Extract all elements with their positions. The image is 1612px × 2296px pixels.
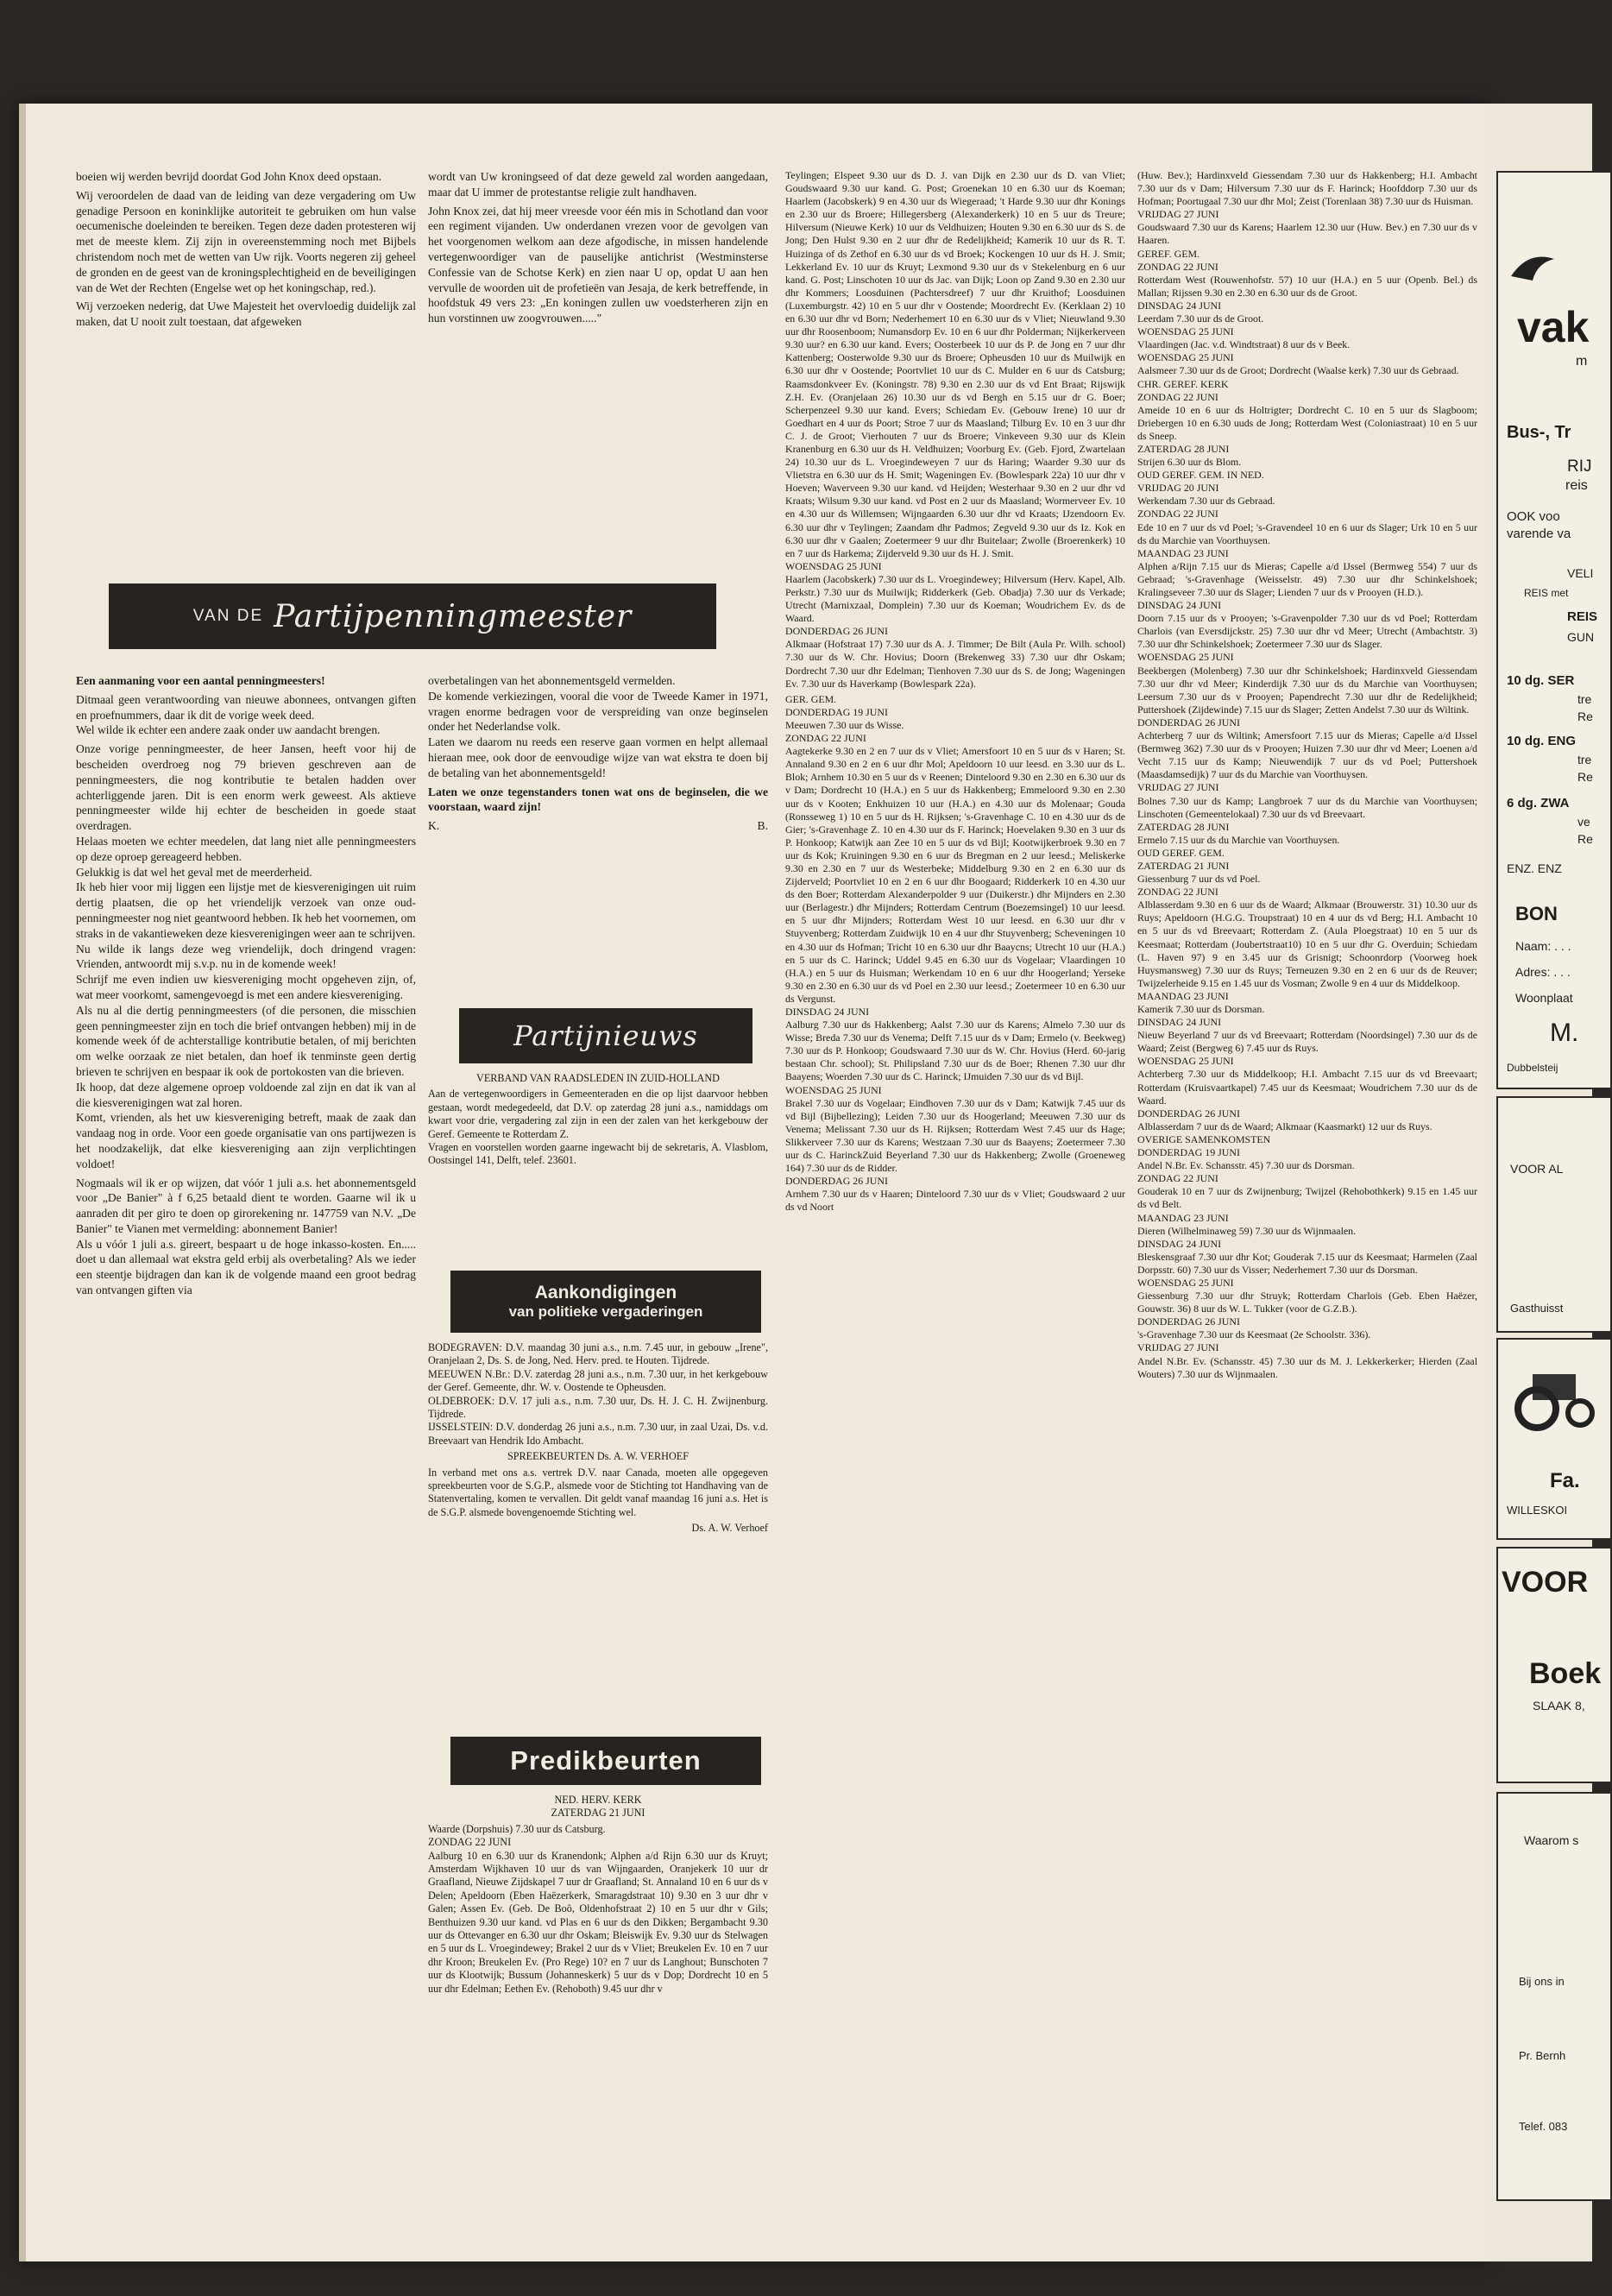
gasthuis-ad [1496,1096,1612,1333]
ad-text: REIS [1567,609,1598,624]
ad-text: Re [1577,832,1593,846]
travel-ad [1496,171,1612,1089]
paragraph: Nogmaals wil ik er op wijzen, dat vóór 1 juli a.s. het abonnementsgeld voor „De Banier" à f 6,25 betaald dient te worden. Gaarne wil ik u aanraden dit per giro te doen op girorekening nr. 147759 van N.V. „De Banier" te Vianen met vermelding: abonnement Banier! Als u vóór 1 juli a.s. gireert, bespaart u de hoge inkasso-kosten. En..... doet u dan allemaal wat ekstra geld erbij als overbetaling? Als we ieder een steentje bijdragen dan kan ik de volgende maand een groot bedrag van ontvangen giften via [76,1176,416,1297]
paragraph: Wij veroordelen de daad van de leiding van deze vergadering om Uw genadige Persoon en koninklijke autoriteit te gebruiken om hun valse oecumenische doeleinden te bereiken. Tegen deze daden protesteren wij met de meeste klem. Zij zijn in overeenstemming noch met Bijbels christendom noch met de wetten van Uw rijk. Voorts negeren zij geheel de gronden en de geest van de kroningsplechtigheid en de beveiligingen van de Wet der Rechten (Engelse wet op het koningschap, red.). [76,188,416,294]
paragraph: GER. GEM. DONDERDAG 19 JUNI Meeuwen 7.30 uur ds Wisse. ZONDAG 22 JUNI Aagtekerke 9.30 en 2 en 7 uur ds v Vliet; Amersfoort 10 en 5 uur ds v Haren; St. Annaland 9.30 en 2 en 6 uur dhr Mol; Apeldoorn 10 uur leesd. en 3.30 uur ds L. Blok; Arnhem 10.30 en 5 uur ds v Reenen; Dinteloord 9.30 en 2.30 en 6.30 uur ds v Dam; Dordrecht 10 (H.A.) en 5 uur ds Hakkenberg; Emmeloord 9.30 en 2.30 uur ds v Kooten; Enkhuizen 10 uur (H.A.) en 4.30 uur ds Molenaar; Gouda (Ronsseweg 1) 10 en 5 uur ds H. Rijksen; 's-Gravenhage C. 10 en 4.30 uur ds de Gier; 's-Gravenhage Z. 10 en 4.30 uur ds F. Harinck; Hoevelaken 9.30 en 3 uur ds P. Honkoop; Katwijk aan Zee 10 en 5 uur ds vd Bijl; Kootwijkerbroek 9.30 en 7 uur ds Kok; Kruiningen 9.30 en 6 uur ds Bregman en 2 uur leesd.; Meliskerke 9.30 en 2.30 en 7 uur ds Westerbeke; Middelburg 9.30 en 2 en 6.30 uur ds Zijderveld; Poortvliet 10 en 2 en 6 uur dhr Boogaard; Ridderkerk 10 en 4.30 uur ds den Boer; Rotterdam Alexanderpolder 9 uur (Duikerstr.) dhr Mijnders en 2.30 uur (Berlagestr.) dhr Mijnders; Rotterdam Centrum (Boezemsingel) 10 uur leesd. en 5 uur dhr Mijnders; Rotterdam West 10 uur leesd. en 6.30 uur dhr v Stuyvenberg; Rotterdam Zuidwijk 10 en 4 uur dhr Stuyvenberg; Scheveningen 10 en 4.30 uur ds Hofman; Tricht 10 en 6.30 uur dhr Baaycns; Utrecht 10 uur (H.A.) en 5 uur ds C. Harinck; Uddel 9.45 en 6.30 uur ds Vogelaar; Vlaardingen 10 (H.A.) en 5 uur ds Huisman; Werkendam 10 en 6 uur dhr Hoogerland; Yerseke 9.30 en 2.30 en 6.30 uur ds vd Poel en 2.30 uur leesd.; Zoetermeer 10 en 6.30 uur ds Vergunst. DINSDAG 24 JUNI Aalburg 7.30 uur ds Hakkenberg; Aalst 7.30 uur ds Karens; Almelo 7.30 uur ds Wisse; Breda 7.30 uur ds Venema; Delft 7.15 uur ds v Dam; Ermelo (v. Beekweg) 7.30 uur ds P. Honkoop; Goudswaard 7.30 uur ds W. Chr. Hovius (Herd. 60-jarig bestaan Chr. school); St. Philipsland 7.30 uur ds de Boer; Rhenen 7.30 uur dhr Baayens; Woerden 7.30 uur ds C. Harinck; IJmuiden 7.30 uur ds vd Bijl. WOENSDAG 25 JUNI Brakel 7.30 uur ds Vogelaar; Eindhoven 7.30 uur ds v Dam; Katwijk 7.45 uur ds vd Bijl (Bijbellezing); Leiden 7.30 uur ds Hoogerland; Meeuwen 7.30 uur ds Venema; Melissant 7.30 uur ds H. Rijksen; Rotterdam West 7.45 uur ds Hage; Slikkerveer 7.30 uur ds Karens; Westzaan 7.30 uur ds Baayens; Zoetermeer 7.30 uur ds C. HarinckZuid Beyerland 7.30 uur ds Hakkenberg; Zwolle (Groeneweg 164) 7.30 uur ds de Ridder. DONDERDAG 26 JUNI Arnhem 7.30 uur ds v Haaren; Dinteloord 7.30 uur ds v Vliet; Goudswaard 2 uur ds vd Noort [785,692,1125,1214]
section-heading: SPREEKBEURTEN Ds. A. W. VERHOEF [507,1450,689,1463]
ad-text: varende va [1507,527,1571,541]
paragraph: Wij verzoeken nederig, dat Uwe Majesteit het overvloedig duidelijk zal maken, dat U nooit zult toestaan, dat afgeweken [76,300,416,329]
aankondigingen-subtitle: van politieke vergaderingen [508,1303,703,1320]
signature-left: K. [428,819,440,833]
banner-title: Partijpenningmeester [274,598,633,634]
section-heading: VERBAND VAN RAADSLEDEN IN ZUID-HOLLAND [476,1072,720,1084]
ad-text: 10 dg. ENG [1507,734,1577,748]
ad-text: m [1576,354,1588,369]
ad-text: Boek [1529,1657,1602,1690]
tractor-icon [1507,1357,1602,1435]
ad-text: Bus-, Tr [1507,423,1571,442]
ad-text: Bij ons in [1519,1975,1565,1988]
ad-text: reis [1565,478,1588,493]
ad-text: REIS met [1524,587,1569,599]
tractor-ad [1496,1338,1612,1540]
aankondigingen-title: Aankondigingen [534,1283,677,1303]
paragraph: John Knox zei, dat hij meer vreesde voor één mis in Schotland dan voor een regiment vijanden. Uw onderdanen vrezen voor de gevolgen van het voorgenomen welkom aan deze afgodische, in missen handelende vertegenwoordiger van de pauselijke antichrist (Westminsterse Confessie van de Schotse Kerk) en zien naar U op, opdat U aan hen vervulle de woorden uit de profetieën van Jesaja, de kerk betreffende, in hoofdstuk 49 vers 23: „En koningen zullen uw voedsterheren zijn en hun vorstinnen uw zoogvrouwen....." [428,204,768,325]
signature-right: B. [757,819,768,833]
ad-text: Telef. 083 [1519,2120,1568,2133]
ad-text: Pr. Bernh [1519,2049,1566,2062]
paragraph: BODEGRAVEN: D.V. maandag 30 juni a.s., n.m. 7.45 uur, in gebouw „Irene", Oranjelaan 2, Ds. S. de Jong, Ned. Herv. pred. te Houten. Tijdrede. MEEUWEN N.Br.: D.V. zaterdag 28 juni a.s., n.m. 7.30 uur, in het kerkgebouw der Geref. Gemeente, dhr. W. v. Oostende te Opheusden. OLDEBROEK: D.V. 17 juli a.s., n.m. 7.30 uur, Ds. H. J. C. H. Zwijnenburg. Tijdrede. IJSSELSTEIN: D.V. donderdag 26 juni a.s., n.m. 7.30 uur, in zaal Uzai, Ds. v.d. Breevaart van Hendrik Ido Ambacht. [428,1341,768,1447]
ad-text: M. [1550,1019,1579,1047]
paragraph: Ditmaal geen verantwoording van nieuwe abonnees, ontvangen giften en proefnummers, daar ik dit de vorige week deed. Wel wilde ik echter een andere zaak onder uw aandacht brengen. [76,692,416,737]
ad-text: tre [1577,753,1592,766]
boek-ad [1496,1547,1612,1783]
partijnieuws-body [428,1072,768,1170]
predikbeurten-header [450,1737,761,1785]
ad-text: Re [1577,710,1593,723]
ad-text: tre [1577,692,1592,706]
aankondigingen-header [450,1271,761,1333]
ad-text: Adres: . . . [1515,965,1571,979]
paragraph: wordt van Uw kroningseed of dat deze geweld zal worden aangedaan, maar dat U immer de protestantse religie zult handhaven. [428,170,768,199]
ad-text: Waarom s [1524,1833,1579,1847]
paragraph: Onze vorige penningmeester, de heer Jansen, heeft voor hij de bescheiden overdroeg nog 79 brieven geschreven aan de penningmeesters, die nog kontributie te betalen hadden over achterliggende jaren. Dit is een enorm werk geweest. Als aktieve penningmeester wilde hij echter de bescheiden in goede staat overdragen. Helaas moeten we echter meedelen, dat lang niet alle penningmeesters op deze oproep gereageerd hebben. Gelukkig is dat wel het geval met de meerderheid. Ik heb hier voor mij liggen een lijstje met de kiesverenigingen uit ruim dertig plaatsen, die op het vriendelijk verzoek van onze oud-penningmeester nog niet geantwoord hebben. Ik heb het voornemen, om straks in de vakantieweken deze kiesverenigingen weer aan te schrijven. Nu wilde ik langs deze weg vriendelijk, doch dringend vragen: Vrienden, antwoordt mij s.v.p. nu in de komende week! Schrijf me even indien uw kiesvereniging mocht opgeheven zijn, of, wat meer voorkomt, samengevoegd is met een andere kiesvereniging. Als nu al die dertig penningmeesters (of die personen, die misschien geen penningmeester zijn en toch die brief ontvangen hebben) mij in de komende week óf de achterstallige kontributie betalen, of mij berichten om welke oorzaak ze niet betalen, dan hoef ik tenminste geen dertig brieven te schrijven en bespaar ik ook de portokosten van die brieven. Ik hoop, dat deze algemene oproep voldoende zal zijn en dat ik van al die kiesverenigingen wat zal horen. Komt, vrienden, als het uw kiesvereniging betreft, maak de zaak dan vandaag nog in orde. Voor een goede organisatie van ons partijwezen is het noodzakelijk, dat elke kiesvereniging aan zijn verplichtingen voldoet! [76,742,416,1170]
advertisement-strip [1486,104,1602,2261]
paragraph: (Huw. Bev.); Hardinxveld Giessendam 7.30 uur ds Hakkenberg; H.I. Ambacht 7.30 uur ds v Dam; Hilversum 7.30 uur ds F. Harinck; Hoofddorp 7.30 uur ds Hofman; Poortugaal 7.30 uur dhr Mol; Zeist (Torenlaan 38) 7.30 uur ds Huisman. VRIJDAG 27 JUNI Goudswaard 7.30 uur ds Karens; Haarlem 12.30 uur (Huw. Bev.) en 7.30 uur ds v Haaren. GEREF. GEM. ZONDAG 22 JUNI Rotterdam West (Rouwenhofstr. 57) 10 uur (H.A.) en 5 uur (Openb. Bel.) ds Mallan; Rijssen 9.30 en 2.30 en 6.30 uur ds de Groot. DINSDAG 24 JUNI Leerdam 7.30 uur ds de Groot. WOENSDAG 25 JUNI Vlaardingen (Jac. v.d. Windtstraat) 8 uur ds v Beek. WOENSDAG 25 JUNI Aalsmeer 7.30 uur ds de Groot; Dordrecht (Waalse kerk) 7.30 uur ds Gebraad. CHR. GEREF. KERK ZONDAG 22 JUNI Ameide 10 en 6 uur ds Holtrigter; Dordrecht C. 10 en 5 uur ds Slagboom; Driebergen 10 en 6.30 uuds de Jong; Rotterdam West (Coloniastraat) 10 en 5 uur ds Sneep. ZATERDAG 28 JUNI Strijen 6.30 uur ds Blom. OUD GEREF. GEM. IN NED. VRIJDAG 20 JUNI Werkendam 7.30 uur ds Gebraad. ZONDAG 22 JUNI Ede 10 en 7 uur ds vd Poel; 's-Gravendeel 10 en 6 uur ds Slager; Urk 10 en 5 uur ds du Marchie van Voorthuysen. MAANDAG 23 JUNI Alphen a/Rijn 7.15 uur ds Mieras; Capelle a/d IJssel (Bermweg 554) 7 uur ds Gebraad; 's-Gravenhage (Weisselstr. 49) 7.30 uur dhr Schinkelshoek; Kralingseveer 7.30 uur ds Slager; Lienden 7 uur ds v Prooyen (H.D.). DINSDAG 24 JUNI Doorn 7.15 uur ds v Prooyen; 's-Gravenpolder 7.30 uur ds vd Poel; Rotterdam Charlois (van Eversdijckstr. 25) 7.30 uur dhr vd Meer; Utrecht (Ambachtstr. 3) 7.30 uur dhr Schinkelshoek; Zoetermeer 7.30 uur ds Slager. WOENSDAG 25 JUNI Beekbergen (Molenberg) 7.30 uur dhr Schinkelshoek; Hardinxveld Giessendam 7.30 uur dhr vd Meer; Kinderdijk 7.30 uur ds du Marchie van Voorthuysen; Leersum 7.30 uur ds v Prooyen; Papendrecht 7.30 uur dhr de Redelijkheid; Puttershoek (Zijdewinde) 7.15 uur ds Slager; Zetten Andelst 7.30 uur ds Wiltink. DONDERDAG 26 JUNI Achterberg 7 uur ds Wiltink; Amersfoort 7.15 uur ds Mieras; Capelle a/d IJssel (Bermweg 362) 7.30 uur ds v Prooyen; Huizen 7.30 uur dhr vd Meer; Loenen a/d Vecht 7.15 uur ds Kamp; Nieuwendijk 7 uur ds vd Poel; Puttershoek (Maasdamsedijk) 7 uur ds du Marchie van Voorthuysen. VRIJDAG 27 JUNI Bolnes 7.30 uur ds Kamp; Langbroek 7 uur ds du Marchie van Voorthuysen; Linschoten (Gemeentelokaal) 7.30 uur ds vd Breevaart. ZATERDAG 28 JUNI Ermelo 7.15 uur ds du Marchie van Voorthuysen. OUD GEREF. GEM. ZATERDAG 21 JUNI Giessenburg 7 uur ds vd Poel. ZONDAG 22 JUNI Alblasserdam 9.30 en 6 uur ds de Waard; Alkmaar (Brouwerstr. 31) 10.30 uur ds Ruys; Apeldoorn (H.G.G. Troupstraat) 10 en 4 uur ds vd Berg; H.I. Ambacht 10 en 5 uur ds vd Breevaart; Rotterdam Z. (Aula Ploegstraat) 10 en 5 uur ds Keesmaat; Rotterdam (Joubertstraat10) 10 en 5 uur dhr G. Overduin; Schiedam (L. Haven 97) 9 en 3.45 uur ds Grisnigt; Schoonrdorp (Voorweg hoek Huysmansweg) 7.30 uur ds Ruys; Terneuzen 9.30 en 2 en 6 uur ds de Reuver; Twijzelerheide 9.15 en 1.45 uur ds Vosman; Zwolle 9 en 4 uur ds Middelkoop. MAANDAG 23 JUNI Kamerik 7.30 uur ds Dorsman. DINSDAG 24 JUNI Nieuw Beyerland 7 uur ds vd Breevaart; Rotterdam (Noordsingel) 7.30 uur ds de Waard; Zeist (Bergweg 6) 7.45 uur ds Ruys. WOENSDAG 25 JUNI Achterberg 7.30 uur ds Middelkoop; H.I. Ambacht 7.15 uur ds vd Breevaart; Rotterdam (Kruisvaartkapel) 7.45 uur ds Keesmaat; Woudrichem 7.30 uur ds de Waard. DONDERDAG 26 JUNI Alblasserdam 7 uur ds de Waard; Alkmaar (Kaasmarkt) 12 uur ds Ruys. OVERIGE SAMENKOMSTEN DONDERDAG 19 JUNI Andel N.Br. Ev. Schansstr. 45) 7.30 uur ds Dorsman. ZONDAG 22 JUNI Gouderak 10 en 7 uur ds Zwijnenburg; Twijzel (Rehobothkerk) 9.15 en 1.45 uur ds vd Belt. MAANDAG 23 JUNI Dieren (Wilhelminaweg 59) 7.30 uur ds Wijnmaalen. DINSDAG 24 JUNI Bleskensgraaf 7.30 uur dhr Kot; Gouderak 7.15 uur ds Keesmaat; Harmelen (Zaal Dorpsstr. 60) 7.30 uur ds Visser; Nederhemert 7.30 uur ds Dorsman. WOENSDAG 25 JUNI Giessenburg 7.30 uur dhr Struyk; Rotterdam Charlois (Geb. Eben Haëzer, Gouwstr. 36) 8 uur ds W. L. Tukker (voor de G.Z.B.). DONDERDAG 26 JUNI 's-Gravenhage 7.30 uur ds Keesmaat (2e Schoolstr. 336). VRIJDAG 27 JUNI Andel N.Br. Ev. (Schansstr. 45) 7.30 uur ds M. J. Lekkerkerker; Hierden (Zaal Wouters) 7.30 uur ds Wijnmaalen. [1137,169,1477,1380]
ad-text: VOOR [1502,1566,1589,1599]
ad-text: GUN [1567,630,1595,644]
signature: Ds. A. W. Verhoef [691,1522,768,1535]
closing-text: Laten we onze tegenstanders tonen wat ons de beginselen, die we voorstaan, waard zijn! [428,785,768,814]
ad-text: SLAAK 8, [1533,1699,1585,1713]
ad-text: Woonplaat [1515,991,1573,1005]
predikbeurten-body [428,1794,768,1998]
penningmeester-banner [109,583,716,649]
ad-text: WILLESKOI [1507,1504,1568,1517]
paragraph: Aan de vertegenwoordigers in Gemeenteraden en die op lijst daarvoor hebben gestaan, wordt medegedeeld, dat D.V. op zaterdag 28 juni a.s., namiddags om kwart voor drie, vergadering zal zijn in een der zalen van het kerkgebouw der Geref. Gemeente te Rotterdam Z. Vragen en voorstellen worden gaarne ingewacht bij de sekretaris, A. Vlasblom, Oostsingel 141, Delft, telef. 23601. [428,1088,768,1167]
paragraph: In verband met ons a.s. vertrek D.V. naar Canada, moeten alle opgegeven spreekbeurten voor de S.G.P., alsmede voor de Stichting tot Handhaving van de Statenvertaling, komen te vervallen. Dit geldt vanaf maandag 16 juni a.s. Het is de S.G.P. alsmede bovengenoemde Stichting wel. [428,1466,768,1518]
ad-text: VELI [1567,566,1594,580]
ad-text: VOOR AL [1510,1162,1564,1176]
ad-text: RIJ [1567,457,1592,476]
penning-col2 [428,673,768,834]
section-heading: NED. HERV. KERK ZATERDAG 21 JUNI [551,1794,645,1820]
ad-text: 10 dg. SER [1507,673,1575,688]
paragraph: Waarde (Dorpshuis) 7.30 uur ds Catsburg. ZONDAG 22 JUNI Aalburg 10 en 6.30 uur ds Kranendonk; Alphen a/d Rijn 6.30 uur ds Kruyt; Amsterdam Wijkhaven 10 uur ds van Wijngaarden, Oranjekerk 10 uur dr Graafland, Nieuwe Zijdskapel 7 uur dr Graafland; St. Annaland 10 en 6 uur ds v Delen; Apeldoorn (Eben Haëzerkerk, Smaragdstraat 10) 9.30 en 3 uur dhr v Galen; Assen Ev. (Geb. De Boô, Oldenhofstraat 2) 10 en 5 uur dhr v Gils; Benthuizen 9.30 uur kand. vd Plas en 6 uur ds den Dikken; Bergambacht 9.30 uur ds Ottevanger en 6.30 uur dhr Oskam; Bleiswijk Ev. 9.30 uur ds Stelwagen en 5 uur ds L. Vroegindewey; Brakel 2 uur ds v Vliet; Breukelen Ev. 10 en 7 uur dhr Kroon; Breukelen Ev. (Pro Rege) 10? en 7 uur ds Langhout; Bunschoten 7 uur ds Klootwijk; Bussum (Johanneskerk) 5 uur ds v Dop; Dordrecht 10 en 5 uur dhr Edelman; Eethen Ev. (Rehoboth) 9.45 uur dhr v [428,1822,768,1995]
ad-text: 6 dg. ZWA [1507,796,1570,811]
newspaper-page [19,104,1486,2261]
aankondigingen-body [428,1341,768,1538]
ad-text: Naam: . . . [1515,939,1571,953]
contact-ad [1496,1792,1612,2201]
ad-text: Gasthuisst [1510,1302,1564,1315]
ad-text: Dubbelsteij [1507,1062,1558,1074]
predikbeurten-col3 [785,169,1125,1217]
ad-text: ENZ. ENZ [1507,861,1562,875]
ad-text: OOK voo [1507,509,1560,524]
predikbeurten-col4 [1137,169,1477,1384]
article-col2-top [428,169,768,330]
article-col1-top [76,169,416,333]
ad-text: Fa. [1550,1469,1580,1492]
paragraph: boeien wij werden bevrijd doordat God John Knox deed opstaan. [76,170,382,183]
ad-text: ve [1577,815,1590,829]
partijnieuws-header [459,1008,752,1063]
banner-prefix: VAN DE [192,607,264,625]
ad-text: BON [1515,903,1558,924]
lead-text: Een aanmaning voor een aantal penningmeesters! [76,674,325,687]
bird-logo-icon [1507,242,1558,293]
partijnieuws-title: Partijnieuws [513,1019,698,1052]
paragraph: Teylingen; Elspeet 9.30 uur ds D. J. van Dijk en 2.30 uur ds D. van Vliet; Goudswaard 9.30 uur kand. G. Post; Groenekan 10 en 6.30 uur ds Koeman; Haarlem (Jacobskerk) 9 en 4.30 uur ds Wiegeraad; 't Harde 9.30 uur dhr Konings en 2.30 uur ds Broere; Hillegersberg (Alexanderkerk) 10 en 5 uur ds Treure; Hilversum (Nieuwe Kerk) 10 uur ds Veldhuizen; Houten 9.30 en 6.30 uur ds S. de Jong; Den Hulst 9.30 en 2 uur dhr de Redelijkheid; Kamerik 10 uur ds R. T. Huizinga of ds Zethof en 6.30 uur ds vd Broek; Kockengen 10 uur ds H. J. Smit; Lekkerland Ev. 10 uur ds Kruyt; Lexmond 9.30 uur ds v Stekelenburg en 6 uur kand. G. Post; Linschoten 10 uur ds Jac. van Dijk; Loon op Zand 9.30 en 2.30 uur dhr Kommers; Loosduinen (Pachtersdreef) 7 uur dhr Kruithof; Loosduinen (Luxemburgstr. 42) 10 en 5 uur dhr v Oostende; Moordrecht Ev. (Kerklaan 2) 10 en 6.30 uur dhr vd Born; Nederhemert 10 en 6.30 uur ds v Vliet; Nieuwland 9.30 uur dhr Roosenboom; Numansdorp Ev. 10 en 6 uur dhr Polderman; Nijkerkerveen 9.30 uur? en 6.30 uur kand. Evers; Oosterbeek 10 uur ds P. de Jong en 7 uur dhr Kattenberg; Oosterwolde 9.30 uur ds Broere; Opheusden 10 uur ds Muilwijk en 6.30 uur dhr v Oostende; Poortvliet 10 uur ds C. Mulder en 6 uur ds Catsburg; Raamsdonkveer Ev. (Koningstr. 78) 9.30 en 2.30 uur ds vd Ent Braat; Rijswijk Z.H. Ev. (Oranjelaan 26) 10.30 uur ds vd Bergh en 5.15 uur dr G. Boer; Scherpenzeel 9.30 uur kand. Evers; Schiedam Ev. (Gebouw Irene) 10 uur dr Goedhart en 4 uur ds Poort; Stroe 7 uur ds Maasland; Tilburg Ev. 10 en 3 uur dhr C. J. de Groot; Vierhouten 7 uur ds Broere; Vinkeveen 9.30 uur ds Klein Kranenburg en 6.30 uur ds H. Veldhuizen; Voorburg Ev. (Geb. Fjord, Zwartelaan 24) 10.30 uur ds L. Vroegindeweyen 7 uur ds Haring; Waarder 9.30 uur ds Vlietstra en 6.30 uur ds H. Smit; Wageningen Ev. (Bowlespark 22a) 10 uur dhr v Hoeven; Waverveen 9.30 uur kand. vd Heijden; Westerhaar 9.30 en 2 uur dhr vd Kraats; Wilsum 9.30 uur kand. vd Post en 2 uur ds Maasland; Wormerveer Ev. 10 en 4.30 uur ds Willemsen; Wijngaarden 6.30 uur dhr vd Kraats; IJzendoorn Ev. 6.30 uur dhr v Teylingen; Zaandam dhr Padmos; Zegveld 9.30 uur ds Iz. Kok en 6.30 uur dhr v Gaalen; Zoetermeer 9 uur dhr Buitelaar; Zwolle (Broerenkerk) 10 en 7 uur ds Harkema; Zijderveld 9.30 uur ds H. J. Smit. WOENSDAG 25 JUNI Haarlem (Jacobskerk) 7.30 uur ds L. Vroegindewey; Hilversum (Herv. Kapel, Alb. Perkstr.) 7.30 uur ds Muilwijk; Ridderkerk (Geb. Obadja) 7.30 uur ds Verkade; Utrecht (Marnixzaal, Domplein) 7.30 uur ds Koeman; Woudrichem Ev. ds de Waard. DONDERDAG 26 JUNI Alkmaar (Hofstraat 17) 7.30 uur ds A. J. Timmer; De Bilt (Aula Pr. Wilh. school) 7.30 uur ds W. Chr. Hovius; Doorn (Brekenweg 33) 7.30 uur dhr Oskam; Dordrecht 7.30 uur dhr Edelman; Tienhoven 7.30 uur ds S. de Jong; Wageningen Ev. 7.30 uur ds Haverkamp (Bowlespark 22a). [785,169,1125,690]
paragraph: overbetalingen van het abonnementsgeld vermelden. De komende verkiezingen, vooral die voor de Tweede Kamer in 1971, vragen enorme bedragen voor de verspreiding van onze beginselen onder het Nederlandse volk. Laten we daarom nu reeds een reserve gaan vormen en helpt allemaal hieraan mee, ook door de eenvoudige wijze van wat ekstra te doen bij de betaling van het abonnementsgeld! [428,674,768,779]
ad-brand: vak [1517,303,1590,351]
ad-text: Re [1577,770,1593,784]
penning-col1 [76,673,416,1302]
predikbeurten-title: Predikbeurten [510,1745,702,1776]
